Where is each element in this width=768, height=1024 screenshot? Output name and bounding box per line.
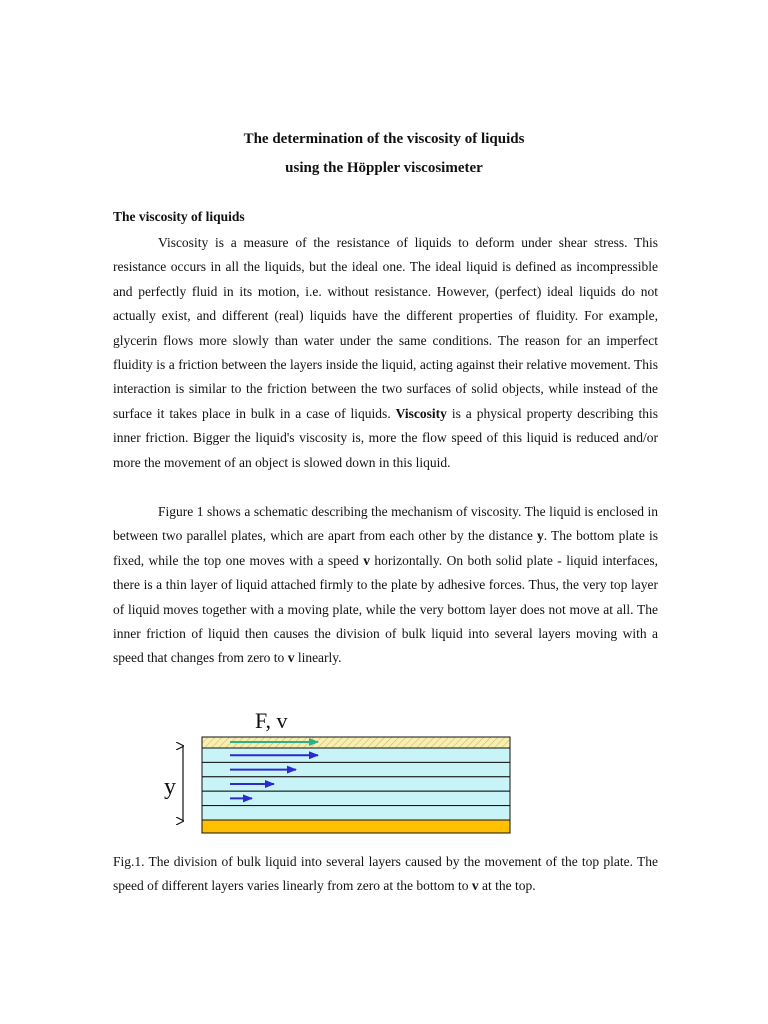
paragraph-text: . The bottom plate is fixed, while the top one moves with a speed xyxy=(113,528,658,568)
bold-symbol-v: v xyxy=(363,552,370,568)
paragraph-viscosity-definition xyxy=(113,231,658,475)
paragraph-text: Figure 1 shows a schematic describing the mechanism of viscosity. The liquid is enclosed in between two parallel plates, which are apart from each other by the distance xyxy=(113,504,658,544)
viscosity-layers-diagram xyxy=(160,700,528,840)
paragraph-text: linearly. xyxy=(294,650,342,666)
figure-viscosity-layers xyxy=(160,700,528,840)
bold-symbol-y: y xyxy=(537,528,544,544)
distance-label: y xyxy=(164,774,176,800)
section-heading: The viscosity of liquids xyxy=(113,209,245,224)
force-speed-label: F, v xyxy=(255,708,288,733)
liquid-layer xyxy=(202,806,510,820)
document-title-line-2: using the Höppler viscosimeter xyxy=(285,160,483,176)
paragraph-text: horizontally. On both solid plate - liquid interfaces, there is a thin layer of liquid attached firmly to the plate by adhesive forces. Thus, the very top layer of liquid moves together with a moving plate, while the very bottom layer does not move at all. The inner friction of liquid then causes the division of bulk liquid into several layers moving with a speed that changes from zero to xyxy=(113,552,658,666)
bold-symbol-v: v xyxy=(471,878,479,894)
document-title-line-1: The determination of the viscosity of liquids xyxy=(243,131,525,147)
paragraph-text: is a physical property describing this inner friction. Bigger the liquid's viscosity is, more the flow speed of this liquid is reduced and/or more the movement of an object is slowed down in this liquid. xyxy=(113,405,658,470)
caption-text: Fig.1. The division of bulk liquid into several layers caused by the movement of the top plate. The speed of different layers varies linearly from zero at the bottom to xyxy=(113,854,658,894)
paragraph-figure-description xyxy=(113,500,658,671)
bold-term-viscosity: Viscosity xyxy=(395,405,447,421)
figure-caption xyxy=(113,850,658,899)
paragraph-text: Viscosity is a measure of the resistance of liquids to deform under shear stress. This resistance occurs in all the liquids, but the ideal one. The ideal liquid is defined as incompressible and perfectly fluid in its motion, i.e. without resistance. However, (perfect) ideal liquids do not actually exist, and different (real) liquids have the different properties of fluidity. For example, glycerin flows more slowly than water under the same conditions. The reason for an imperfect fluidity is a friction between the layers inside the liquid, acting against their relative movement. This interaction is similar to the friction between the two surfaces of solid objects, while instead of the surface it takes place in bulk in a case of liquids. xyxy=(113,235,658,421)
caption-text: at the top. xyxy=(478,878,536,894)
bold-symbol-v: v xyxy=(287,650,295,666)
bottom-fixed-plate xyxy=(202,820,510,833)
